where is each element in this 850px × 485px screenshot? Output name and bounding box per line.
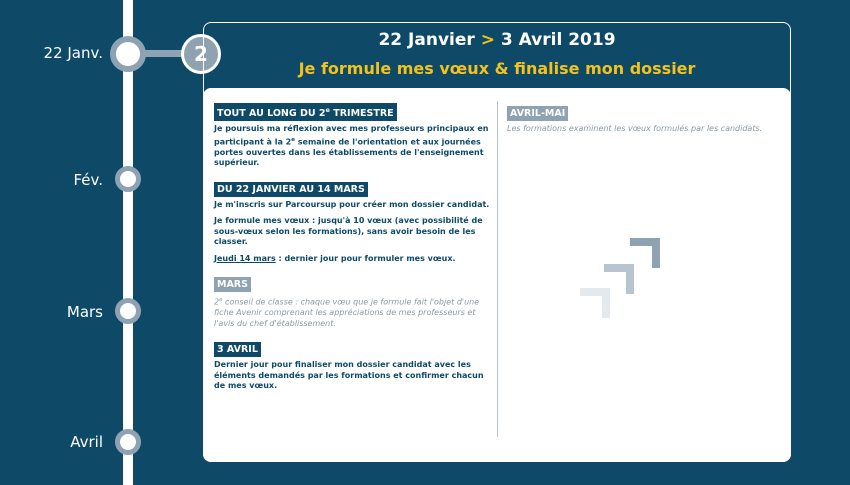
- section-tag-mars: MARS: [214, 277, 251, 292]
- timeline-dot-mars: [115, 298, 141, 324]
- column-divider: [497, 101, 498, 437]
- section-text-examen: Les formations examinent les vœux formulés par les candidats.: [507, 124, 763, 133]
- title-date-end: 3 Avril 2019: [500, 30, 616, 50]
- title-arrow: >: [480, 30, 495, 50]
- section-avril: [214, 337, 492, 392]
- section-mars: [214, 272, 492, 329]
- section-text-trimestre: Je poursuis ma réflexion avec mes professeurs principaux en participant à la 2e semaine de l'orientation et aux journées portes ouvertes dans les établissements de l'enseignement supérieur.: [214, 124, 489, 168]
- timeline-label-janv: 22 Janv.: [43, 44, 103, 62]
- section-tag-avril-mai: AVRIL-MAI: [507, 106, 568, 121]
- right-column: [507, 101, 777, 135]
- page-title: [203, 30, 791, 50]
- section-tag-avril: 3 AVRIL: [214, 342, 261, 357]
- section-tag-janvier-mars: DU 22 JANVIER AU 14 MARS: [214, 182, 368, 197]
- section-text-finaliser: Dernier jour pour finaliser mon dossier candidat avec les éléments demandés par les formations et confirmer chacun de mes vœux.: [214, 360, 484, 391]
- section-text-conseil: 2e conseil de classe : chaque vœu que je formule fait l'objet d'une fiche Avenir comprenant les appréciations de mes professeurs et l'avis du chef d'établissement.: [214, 297, 480, 328]
- section-janvier-mars: [214, 177, 492, 265]
- timeline-dot-janv: [110, 36, 146, 72]
- title-date-start: 22 Janvier: [378, 30, 475, 50]
- section-text-deadline: Jeudi 14 mars : dernier jour pour formuler mes vœux.: [214, 253, 456, 263]
- step-number-badge: 2: [181, 34, 221, 74]
- page-subtitle: Je formule mes vœux & finalise mon dossier: [298, 59, 696, 78]
- section-text-voeux: Je formule mes vœux : jusqu'à 10 vœux (avec possibilité de sous-vœux selon les formations), sans avoir besoin de les classer.: [214, 216, 483, 247]
- section-tag-trimestre: TOUT AU LONG DU 2e TRIMESTRE: [214, 103, 397, 121]
- chevron-arrows-icon: [578, 236, 662, 322]
- timeline-label-fev: Fév.: [73, 171, 103, 189]
- timeline-label-mars: Mars: [66, 303, 103, 321]
- timeline-label-avril: Avril: [70, 433, 103, 451]
- timeline-dot-avril: [115, 429, 141, 455]
- timeline-dot-fev: [115, 166, 141, 192]
- section-text-inscription: Je m'inscris sur Parcoursup pour créer mon dossier candidat.: [214, 199, 490, 209]
- section-trimestre: [214, 101, 492, 169]
- timeline-line: [123, 0, 133, 485]
- left-column: [214, 101, 492, 400]
